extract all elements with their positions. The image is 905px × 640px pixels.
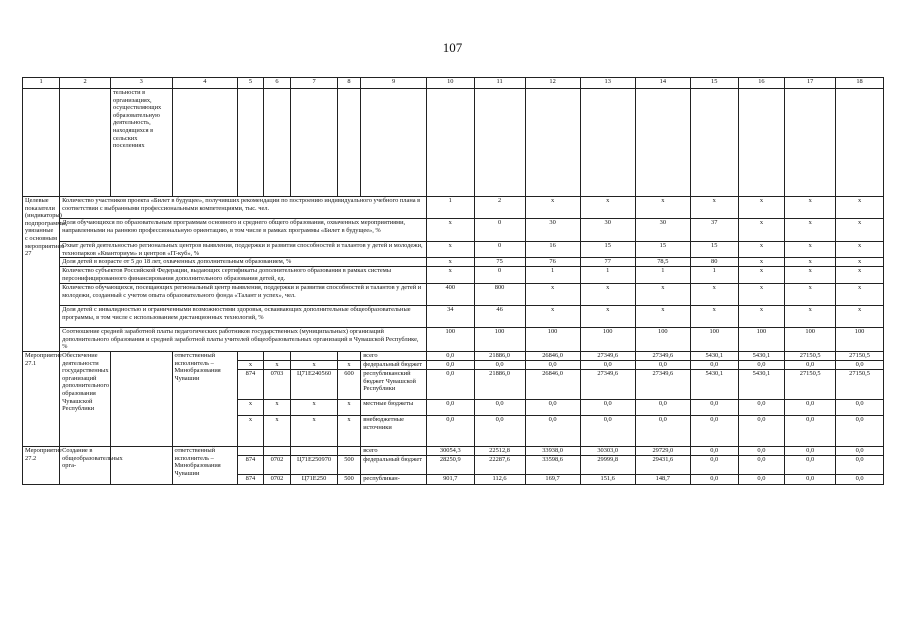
table-cell [690,89,738,197]
amount-cell: 0,0 [738,415,785,446]
value-cell: 1 [426,197,474,219]
value-cell: 78,5 [635,258,690,267]
code-cell [291,351,338,360]
code-cell: x [337,399,360,415]
value-cell: 77 [580,258,635,267]
indicator-text: Количество обучающихся, посещающих региональный центр выявления, поддержки и развития способностей и талантов у детей и молодежи, созданный с учетом опыта образовательного фонда «Талант и успех», чел. [60,284,427,306]
code-cell [337,351,360,360]
amount-cell: 0,0 [738,360,785,369]
table-cell [60,89,111,197]
value-cell: x [785,258,836,267]
value-cell: x [525,306,580,328]
measure-row [23,446,884,455]
header-cell: 3 [111,78,173,89]
value-cell: x [836,267,884,284]
value-cell: 100 [580,328,635,352]
header-row [23,78,884,89]
header-cell: 12 [525,78,580,89]
code-cell: x [337,360,360,369]
funding-source: местные бюджеты [361,399,427,415]
table-cell [426,89,474,197]
amount-cell: 27349,6 [635,351,690,360]
code-cell: 500 [337,474,360,484]
value-cell: x [580,197,635,219]
amount-cell: 0,0 [426,351,474,360]
code-cell: x [238,360,263,369]
table-cell [111,351,173,446]
value-cell: 100 [836,328,884,352]
value-cell: x [525,284,580,306]
value-cell: x [690,284,738,306]
amount-cell: 33938,0 [525,446,580,455]
value-cell: 100 [785,328,836,352]
code-cell: Ц71Е240560 [291,369,338,399]
table-cell [111,446,173,484]
value-cell: 1 [690,267,738,284]
amount-cell: 26846,0 [525,351,580,360]
amount-cell: 0,0 [836,446,884,455]
amount-cell: 29729,0 [635,446,690,455]
amount-cell: 21886,0 [474,369,525,399]
amount-cell: 0,0 [785,446,836,455]
measure-name: Создание в общеобразовательных орга- [60,446,111,484]
measure-name: Обеспечение деятельности государственных организаций дополнительного образования Чувашской Республики [60,351,111,446]
table-cell [361,89,427,197]
page-number: 107 [442,40,463,55]
amount-cell: 0,0 [785,399,836,415]
table-cell [23,89,60,197]
value-cell: 76 [525,258,580,267]
header-cell: 16 [738,78,785,89]
amount-cell: 0,0 [525,399,580,415]
value-cell: 30 [635,219,690,242]
header-cell: 15 [690,78,738,89]
value-cell: x [635,306,690,328]
header-cell: 8 [337,78,360,89]
value-cell: x [785,306,836,328]
value-cell: x [525,197,580,219]
value-cell: 1 [525,267,580,284]
amount-cell: 0,0 [690,474,738,484]
continuation-row [23,89,884,197]
table-body [23,78,884,485]
amount-cell: 27150,5 [785,369,836,399]
amount-cell: 0,0 [426,360,474,369]
code-cell: Ц71Е250 [291,474,338,484]
funding-source: республиканский бюджет Чувашской Республики [361,369,427,399]
amount-cell: 5430,1 [738,369,785,399]
amount-cell: 148,7 [635,474,690,484]
value-cell: x [785,197,836,219]
value-cell: x [738,258,785,267]
value-cell: 100 [635,328,690,352]
code-cell: 0702 [263,474,291,484]
indicator-text: Количество субъектов Российской Федерации, выдающих сертификаты дополнительного образования в рамках системы персонифицированного финансирования дополнительного образования детей, ед. [60,267,427,284]
code-cell [291,446,338,455]
amount-cell: 0,0 [525,360,580,369]
table-cell [291,89,338,197]
amount-cell: 5430,1 [690,369,738,399]
indicator-row [23,328,884,352]
value-cell: 15 [580,242,635,258]
indicator-row [23,197,884,219]
table-cell [337,89,360,197]
value-cell: x [690,197,738,219]
header-cell: 5 [238,78,263,89]
amount-cell: 0,0 [635,399,690,415]
amount-cell: 0,0 [474,415,525,446]
amount-cell: 21886,0 [474,351,525,360]
amount-cell: 30054,3 [426,446,474,455]
value-cell: x [635,284,690,306]
value-cell: x [738,306,785,328]
value-cell: x [836,306,884,328]
value-cell: 100 [525,328,580,352]
funding-source: внебюджетные источники [361,415,427,446]
amount-cell: 901,7 [426,474,474,484]
value-cell: 100 [690,328,738,352]
code-cell: x [291,399,338,415]
value-cell: x [426,242,474,258]
table-cell [580,89,635,197]
amount-cell: 0,0 [580,399,635,415]
header-cell: 18 [836,78,884,89]
value-cell: 46 [474,306,525,328]
header-cell: 13 [580,78,635,89]
amount-cell: 0,0 [525,415,580,446]
amount-cell: 112,6 [474,474,525,484]
header-cell: 7 [291,78,338,89]
value-cell: 34 [426,306,474,328]
amount-cell: 29431,6 [635,455,690,474]
header-cell: 9 [361,78,427,89]
code-cell [238,351,263,360]
header-cell: 6 [263,78,291,89]
value-cell: x [738,242,785,258]
value-cell: 15 [690,242,738,258]
amount-cell: 22512,8 [474,446,525,455]
code-cell [337,446,360,455]
value-cell: x [785,242,836,258]
value-cell: x [836,258,884,267]
value-cell: x [580,284,635,306]
table-cell [238,89,263,197]
header-cell: 17 [785,78,836,89]
amount-cell: 0,0 [785,360,836,369]
amount-cell: 0,0 [635,415,690,446]
value-cell: x [836,197,884,219]
code-cell [263,351,291,360]
value-cell: x [836,242,884,258]
table-cell [263,89,291,197]
amount-cell: 0,0 [836,474,884,484]
value-cell: 16 [525,242,580,258]
amount-cell: 27150,5 [836,369,884,399]
value-cell: 100 [738,328,785,352]
header-cell: 2 [60,78,111,89]
indicator-row [23,284,884,306]
code-cell: x [291,415,338,446]
code-cell: 874 [238,455,263,474]
amount-cell: 0,0 [836,415,884,446]
amount-cell: 0,0 [785,415,836,446]
funding-source: всего [361,351,427,360]
table-cell [635,89,690,197]
code-cell: x [337,415,360,446]
amount-cell: 169,7 [525,474,580,484]
measure-row [23,351,884,360]
header-cell: 11 [474,78,525,89]
code-cell: 600 [337,369,360,399]
header-cell: 10 [426,78,474,89]
table-cell [474,89,525,197]
indicator-text: Доля обучающихся по образовательным программам основного и среднего общего образования, охваченных мероприятиями, направленными на раннюю профессиональную ориентацию, в том числе в рамках программы «Билет в будущее», % [60,219,427,242]
value-cell: 400 [426,284,474,306]
amount-cell: 27349,6 [580,351,635,360]
code-cell [263,446,291,455]
value-cell: x [785,284,836,306]
indicator-row [23,306,884,328]
value-cell: 0 [474,219,525,242]
code-cell: x [263,360,291,369]
responsible-executor: ответственный исполнитель – Минобразования Чувашии [172,351,238,446]
indicator-text: Количество участников проекта «Билет в будущее», получивших рекомендации по построению индивидуального учебного плана в соответствии с выбранными профессиональными компетенциями, тыс. чел. [60,197,427,219]
funding-source: республикан- [361,474,427,484]
code-cell: 874 [238,369,263,399]
amount-cell: 0,0 [580,360,635,369]
value-cell: 100 [426,328,474,352]
continuation-text: тельности в организациях, осуществляющих образовательную деятельность, находящихся в сельских поселениях [111,89,173,197]
table-cell [836,89,884,197]
amount-cell: 33598,6 [525,455,580,474]
amount-cell: 0,0 [580,415,635,446]
funding-source: федеральный бюджет [361,360,427,369]
code-cell: 0703 [263,369,291,399]
value-cell: 30 [525,219,580,242]
header-cell: 14 [635,78,690,89]
value-cell: x [690,306,738,328]
amount-cell: 0,0 [785,455,836,474]
amount-cell: 151,6 [580,474,635,484]
amount-cell: 22287,6 [474,455,525,474]
value-cell: 0 [474,242,525,258]
amount-cell: 30303,0 [580,446,635,455]
table-cell [785,89,836,197]
table-cell [738,89,785,197]
table-cell [172,89,238,197]
value-cell: x [738,284,785,306]
code-cell: x [263,415,291,446]
amount-cell: 0,0 [426,369,474,399]
code-cell: Ц71Е250970 [291,455,338,474]
code-cell: x [238,399,263,415]
amount-cell: 0,0 [738,455,785,474]
value-cell: 80 [690,258,738,267]
indicator-text: Доля детей в возрасте от 5 до 18 лет, охваченных дополнительным образованием, % [60,258,427,267]
indicator-row [23,267,884,284]
responsible-executor: ответственный исполнитель – Минобразования Чувашии [172,446,238,484]
amount-cell: 5430,1 [738,351,785,360]
indicator-text: Доля детей с инвалидностью и ограниченными возможностями здоровья, осваивающих дополнительные общеобразовательные программы, в том числе с использованием дистанционных технологий, % [60,306,427,328]
indicator-row [23,242,884,258]
amount-cell: 0,0 [836,399,884,415]
amount-cell: 0,0 [474,360,525,369]
amount-cell: 28250,9 [426,455,474,474]
measure-label: Мероприятие 27.1 [23,351,60,446]
code-cell [238,446,263,455]
amount-cell: 0,0 [836,360,884,369]
value-cell: x [738,219,785,242]
amount-cell: 0,0 [635,360,690,369]
amount-cell: 26846,0 [525,369,580,399]
funding-source: всего [361,446,427,455]
code-cell: 0702 [263,455,291,474]
value-cell: 37 [690,219,738,242]
value-cell: 0 [474,267,525,284]
indicator-row [23,219,884,242]
amount-cell: 0,0 [690,399,738,415]
indicator-row [23,258,884,267]
value-cell: x [426,267,474,284]
amount-cell: 0,0 [474,399,525,415]
code-cell: x [263,399,291,415]
value-cell: x [836,284,884,306]
table-cell [525,89,580,197]
code-cell: x [291,360,338,369]
amount-cell: 0,0 [690,360,738,369]
amount-cell: 0,0 [426,415,474,446]
value-cell: x [426,258,474,267]
measure-label: Мероприятие 27.2 [23,446,60,484]
header-cell: 4 [172,78,238,89]
amount-cell: 27349,6 [580,369,635,399]
amount-cell: 5430,1 [690,351,738,360]
amount-cell: 0,0 [426,399,474,415]
amount-cell: 0,0 [690,446,738,455]
value-cell: 1 [635,267,690,284]
indicator-text: Охват детей деятельностью региональных центров выявления, поддержки и развития способностей и талантов у детей и молодежи, технопарков «Кванториум» и центров «IT-куб», % [60,242,427,258]
value-cell: x [785,219,836,242]
amount-cell: 27150,5 [836,351,884,360]
value-cell: x [836,219,884,242]
value-cell: 1 [580,267,635,284]
code-cell: x [238,415,263,446]
code-cell: 874 [238,474,263,484]
amount-cell: 0,0 [785,474,836,484]
value-cell: 15 [635,242,690,258]
value-cell: 30 [580,219,635,242]
amount-cell: 0,0 [738,474,785,484]
value-cell: x [785,267,836,284]
value-cell: 75 [474,258,525,267]
code-cell: 500 [337,455,360,474]
value-cell: x [580,306,635,328]
value-cell: 800 [474,284,525,306]
amount-cell: 0,0 [836,455,884,474]
amount-cell: 0,0 [738,446,785,455]
value-cell: x [426,219,474,242]
value-cell: x [738,197,785,219]
indicator-text: Соотношение средней заработной платы педагогических работников государственных (муниципальных) организаций дополнительного образования и средней заработной платы учителей общеобразовательных организаций в Чувашской Республике, % [60,328,427,352]
amount-cell: 0,0 [690,455,738,474]
value-cell: x [635,197,690,219]
amount-cell: 0,0 [690,415,738,446]
header-cell: 1 [23,78,60,89]
amount-cell: 27150,5 [785,351,836,360]
amount-cell: 27349,6 [635,369,690,399]
amount-cell: 29999,8 [580,455,635,474]
value-cell: 100 [474,328,525,352]
funding-source: федеральный бюджет [361,455,427,474]
value-cell: x [738,267,785,284]
program-table [22,77,884,485]
amount-cell: 0,0 [738,399,785,415]
section-label: Целевые показатели (индикаторы) подпрограммы, увязанные с основным мероприятием 27 [23,197,60,352]
value-cell: 2 [474,197,525,219]
